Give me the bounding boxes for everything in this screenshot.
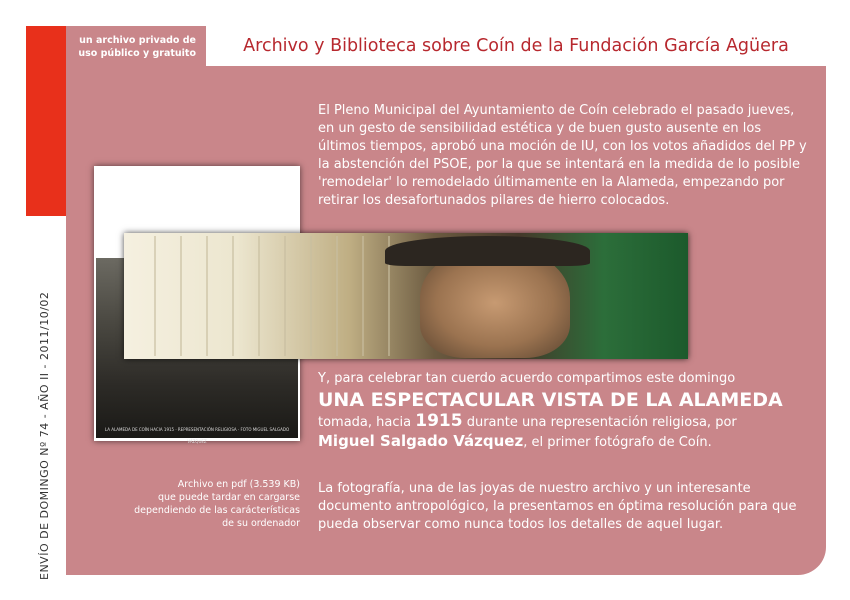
pdf-note-line-2: que puede tardar en cargarse <box>158 492 300 503</box>
page-title: Archivo y Biblioteca sobre Coín de la Fundación García Agüera <box>243 36 789 56</box>
article-paragraph-1: El Pleno Municipal del Ayuntamiento de Coín celebrado el pasado jueves, en un gesto de sensibilidad estética y de buen gusto ausente en los últimos tiempos, aprobó una moción de IU, con los votos añadidos del PP y la abstención del PSOE, por la que se intentará en la medida de lo posible 'remodelar' lo remodelado últimamente en la Alameda, empezando por retirar los desafortunados pilares de hierro colocados. <box>318 103 807 208</box>
article-intro: Y, para celebrar tan cuerdo acuerdo compartimos este domingo <box>318 371 736 386</box>
issue-label-text: ENVÍO DE DOMINGO Nº 74 - AÑO II - 2011/10/02 <box>38 291 51 580</box>
pdf-note-line-3: dependiendo de las carácterísticas <box>134 505 300 516</box>
pdf-note <box>100 478 300 530</box>
tagline-line-2: uso público y gratuito <box>78 48 196 59</box>
article-taken-suffix: durante una representación religiosa, por <box>466 415 737 430</box>
red-accent-bar <box>26 26 66 216</box>
article-taken-prefix: tomada, hacia <box>318 415 412 430</box>
issue-label <box>0 225 66 580</box>
article-author: Miguel Salgado Vázquez <box>318 432 524 450</box>
portrait-cap <box>385 236 590 266</box>
tagline <box>66 26 206 66</box>
pdf-note-line-1: Archivo en pdf (3.539 KB) <box>177 479 300 490</box>
article-headline: UNA ESPECTACULAR VISTA DE LA ALAMEDA <box>318 389 783 411</box>
article-author-suffix: , el primer fotógrafo de Coín. <box>523 435 712 450</box>
article-paragraph-3: La fotografía, una de las joyas de nuestro archivo y un interesante documento antropológico, la presentamos en óptima resolución para que pueda observar como nunca todos los detalles de aquel lugar. <box>318 481 797 532</box>
article-year: 1915 <box>415 411 463 431</box>
article-paragraph-2 <box>318 370 808 452</box>
tagline-line-1: un archivo privado de <box>79 35 196 46</box>
portrait-stripes <box>130 236 400 356</box>
pdf-note-line-4: de su ordenador <box>222 518 300 529</box>
street-photo-caption: LA ALAMEDA DE COÍN HACIA 1915 · REPRESENTACIÓN RELIGIOSA · FOTO MIGUEL SALGADO VÁZQUEZ <box>104 427 290 444</box>
